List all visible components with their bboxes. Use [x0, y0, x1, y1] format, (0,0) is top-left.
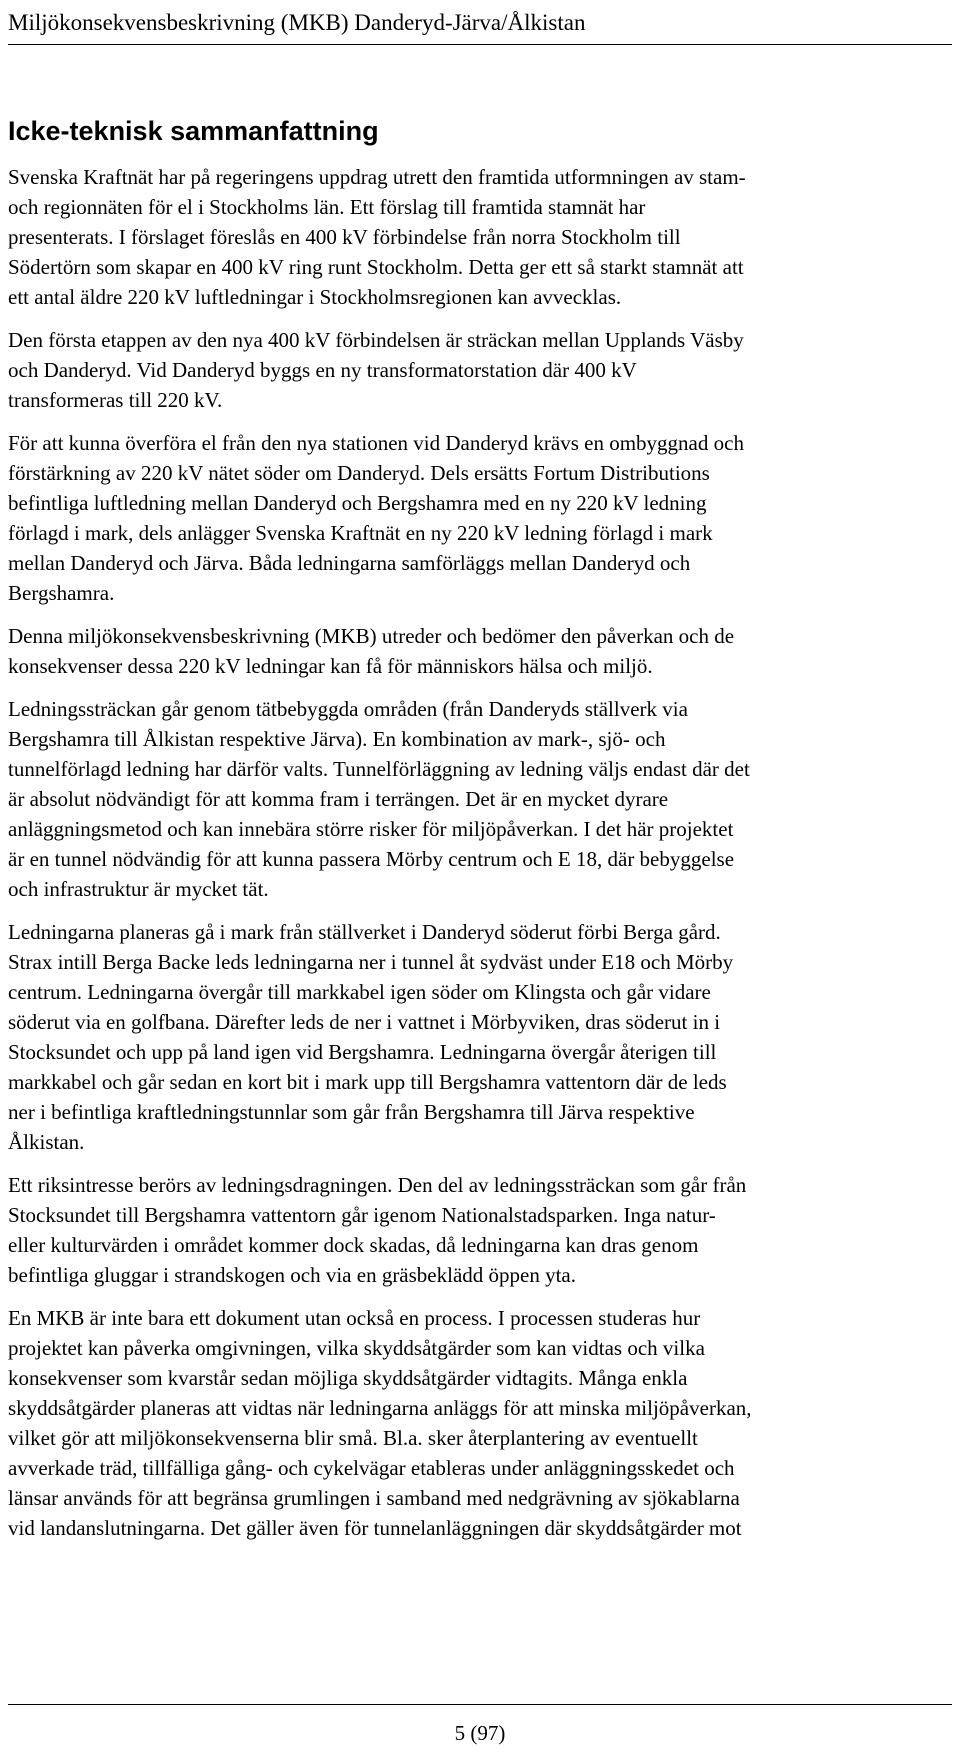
text-line: Stocksundet till Bergshamra vattentorn går igenom Nationalstadsparken. Inga natur-: [8, 1203, 716, 1227]
text-line: vilket gör att miljökonsekvenserna blir små. Bl.a. sker återplantering av eventuellt: [8, 1426, 698, 1450]
text-line: Ett riksintresse berörs av ledningsdragningen. Den del av ledningssträckan som går från: [8, 1173, 747, 1197]
text-line: konsekvenser dessa 220 kV ledningar kan få för människors hälsa och miljö.: [8, 654, 653, 678]
text-line: Ledningssträckan går genom tätbebyggda områden (från Danderyds ställverk via: [8, 697, 688, 721]
text-line: avverkade träd, tillfälliga gång- och cykelvägar etableras under anläggningsskedet och: [8, 1456, 735, 1480]
document-title: Miljökonsekvensbeskrivning (MKB) Danderyd-Järva/Ålkistan: [8, 10, 586, 35]
paragraph-5: [8, 694, 952, 904]
text-line: anläggningsmetod och kan innebära större risker för miljöpåverkan. I det här projektet: [8, 817, 734, 841]
text-line: Bergshamra till Ålkistan respektive Järva). En kombination av mark-, sjö- och: [8, 727, 666, 751]
text-line: och regionnäten för el i Stockholms län. Ett förslag till framtida stamnät har: [8, 195, 646, 219]
page-number: 5 (97): [454, 1721, 506, 1745]
text-line: presenterats. I förslaget föreslås en 400 kV förbindelse från norra Stockholm till: [8, 225, 681, 249]
page-header: [8, 4, 952, 45]
text-line: markkabel och går sedan en kort bit i mark upp till Bergshamra vattentorn där de leds: [8, 1070, 727, 1094]
text-line: mellan Danderyd och Järva. Båda ledningarna samförläggs mellan Danderyd och: [8, 551, 691, 575]
text-line: Södertörn som skapar en 400 kV ring runt Stockholm. Detta ger ett så starkt stamnät att: [8, 255, 744, 279]
paragraph-6: [8, 917, 952, 1157]
text-line: och infrastruktur är mycket tät.: [8, 877, 269, 901]
paragraph-7: [8, 1170, 952, 1290]
page-footer: [8, 1704, 952, 1753]
paragraph-4: [8, 621, 952, 681]
text-line: förlagd i mark, dels anlägger Svenska Kraftnät en ny 220 kV ledning förlagd i mark: [8, 521, 713, 545]
text-line: Den första etappen av den nya 400 kV förbindelsen är sträckan mellan Upplands Väsby: [8, 328, 744, 352]
text-line: Svenska Kraftnät har på regeringens uppdrag utrett den framtida utformningen av stam-: [8, 165, 746, 189]
body-text: [8, 162, 952, 1556]
text-line: Bergshamra.: [8, 581, 115, 605]
text-line: centrum. Ledningarna övergår till markkabel igen söder om Klingsta och går vidare: [8, 980, 711, 1004]
text-line: eller kulturvärden i området kommer dock skadas, då ledningarna kan dras genom: [8, 1233, 699, 1257]
text-line: Ledningarna planeras gå i mark från ställverket i Danderyd söderut förbi Berga gård.: [8, 920, 721, 944]
text-line: projektet kan påverka omgivningen, vilka skyddsåtgärder som kan vidtas och vilka: [8, 1336, 705, 1360]
section-heading: Icke-teknisk sammanfattning: [8, 116, 379, 146]
text-line: konsekvenser som kvarstår sedan möjliga skyddsåtgärder vidtagits. Många enkla: [8, 1366, 688, 1390]
text-line: söderut via en golfbana. Därefter leds de ner i vattnet i Mörbyviken, dras söderut in i: [8, 1010, 721, 1034]
text-line: skyddsåtgärder planeras att vidtas när ledningarna anläggs för att minska miljöpåverkan,: [8, 1396, 752, 1420]
text-line: är absolut nödvändigt för att komma fram i terrängen. Det är en mycket dyrare: [8, 787, 669, 811]
text-line: Stocksundet och upp på land igen vid Bergshamra. Ledningarna övergår återigen till: [8, 1040, 717, 1064]
paragraph-3: [8, 428, 952, 608]
text-line: För att kunna överföra el från den nya stationen vid Danderyd krävs en ombyggnad och: [8, 431, 744, 455]
text-line: befintliga gluggar i strandskogen och via en gräsbeklädd öppen yta.: [8, 1263, 577, 1287]
text-line: och Danderyd. Vid Danderyd byggs en ny transformatorstation där 400 kV: [8, 358, 637, 382]
text-line: Denna miljökonsekvensbeskrivning (MKB) utreder och bedömer den påverkan och de: [8, 624, 735, 648]
text-line: länsar används för att begränsa grumlingen i samband med nedgrävning av sjökablarna: [8, 1486, 740, 1510]
text-line: ett antal äldre 220 kV luftledningar i Stockholmsregionen kan avvecklas.: [8, 285, 622, 309]
text-line: vid landanslutningarna. Det gäller även för tunnelanläggningen där skyddsåtgärder mot: [8, 1516, 742, 1540]
paragraph-2: [8, 325, 952, 415]
text-line: ner i befintliga kraftledningstunnlar som går från Bergshamra till Järva respektive: [8, 1100, 695, 1124]
text-line: förstärkning av 220 kV nätet söder om Danderyd. Dels ersätts Fortum Distributions: [8, 461, 710, 485]
paragraph-8: [8, 1303, 952, 1543]
text-line: är en tunnel nödvändig för att kunna passera Mörby centrum och E 18, där bebyggelse: [8, 847, 735, 871]
text-line: tunnelförlagd ledning har därför valts. Tunnelförläggning av ledning väljs endast där det: [8, 757, 750, 781]
text-line: transformeras till 220 kV.: [8, 388, 223, 412]
text-line: En MKB är inte bara ett dokument utan också en process. I processen studeras hur: [8, 1306, 701, 1330]
paragraph-1: [8, 162, 952, 312]
text-line: Ålkistan.: [8, 1130, 85, 1154]
text-line: befintliga luftledning mellan Danderyd och Bergshamra med en ny 220 kV ledning: [8, 491, 707, 515]
text-line: Strax intill Berga Backe leds ledningarna ner i tunnel åt sydväst under E18 och Mörby: [8, 950, 734, 974]
